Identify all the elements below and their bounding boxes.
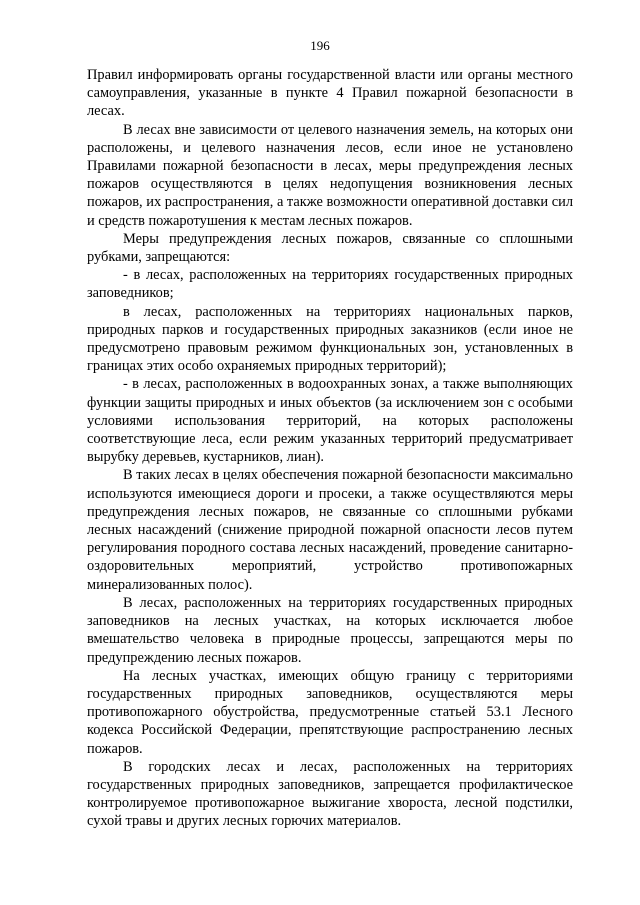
paragraph: Правил информировать органы государственной власти или органы местного самоуправления, указанные в пункте 4 Правил пожарной безопасности в лесах. [87, 67, 573, 120]
list-item: в лесах, расположенных на территориях национальных парков, природных парков и государственных природных заказников (если иное не предусмотрено правовым режимом функциональных зон, установленных в границах этих особо охраняемых природных территорий); [87, 303, 573, 375]
paragraph: В лесах, расположенных на территориях государственных природных заповедников на лесных участках, на которых исключается любое вмешательство человека в природные процессы, запрещаются меры по предупреждению лесных пожаров. [87, 594, 573, 666]
list-item: - в лесах, расположенных на территориях государственных природных заповедников; [87, 267, 573, 302]
paragraph: В таких лесах в целях обеспечения пожарной безопасности максимально используются имеющиеся дороги и просеки, а также осуществляются меры предупреждения лесных пожаров, не связанные со сплошными рубками лесных насаждений (снижение природной пожарной опасности лесов путем регулирования породного состава лесных насаждений, проведение санитарно-оздоровительных мероприятий, устройство противопожарных минерализованных полос). [87, 467, 573, 593]
paragraph: В лесах вне зависимости от целевого назначения земель, на которых они расположены, и целевого назначения лесов, если иное не установлено Правилами пожарной безопасности в лесах, меры предупреждения лесных пожаров осуществляются в целях недопущения возникновения лесных пожаров, их распространения, а также возможности оперативной доставки сил и средств пожаротушения к местам лесных пожаров. [87, 121, 573, 229]
paragraph: Меры предупреждения лесных пожаров, связанные со сплошными рубками, запрещаются: [87, 230, 573, 266]
list-item: - в лесах, расположенных в водоохранных зонах, а также выполняющих функции защиты природных и иных объектов (за исключением зон с особыми условиями использования территорий, на которых расположены соответствующие леса, если режим указанных территорий предусматривает вырубку деревьев, кустарников, лиан). [87, 376, 573, 466]
page-number: 196 [310, 38, 330, 53]
paragraph: На лесных участках, имеющих общую границу с территориями государственных природных заповедников, осуществляются меры противопожарного обустройства, предусмотренные статьей 53.1 Лесного кодекса Российской Федерации, препятствующие распространению лесных пожаров. [87, 667, 573, 757]
document-body [87, 66, 573, 831]
paragraph: В городских лесах и лесах, расположенных на территориях государственных природных заповедников, запрещается профилактическое контролируемое противопожарное выжигание хвороста, лесной подстилки, сухой травы и других лесных горючих материалов. [87, 758, 573, 830]
